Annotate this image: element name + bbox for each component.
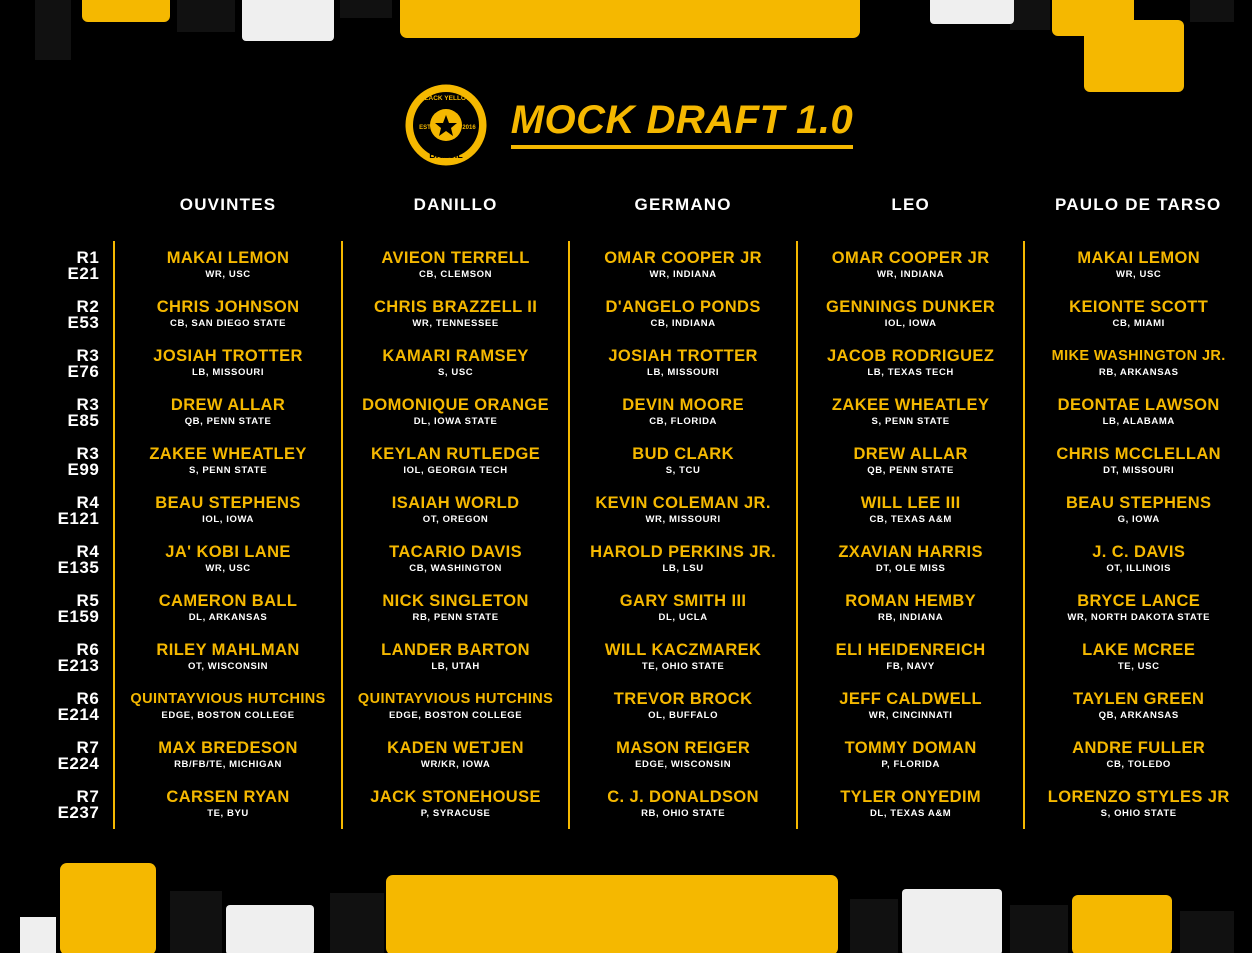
player-name: JACOB RODRIGUEZ <box>826 347 995 365</box>
player-name: OMAR COOPER JR <box>831 249 990 267</box>
player-position-school: CB, CLEMSON <box>419 269 493 280</box>
pick-number: E76 <box>67 361 100 381</box>
player-name: GENNINGS DUNKER <box>826 298 996 316</box>
deco-block <box>1180 911 1234 953</box>
player-name: JEFF CALDWELL <box>839 690 982 708</box>
deco-block <box>177 0 235 32</box>
player-position-school: CB, INDIANA <box>650 318 716 329</box>
player-name: ELI HEIDENREICH <box>835 641 986 659</box>
pick-round: R6 <box>76 639 100 659</box>
deco-block <box>1010 905 1068 953</box>
draft-pick-cell[interactable] <box>114 339 342 388</box>
draft-pick-cell[interactable] <box>114 437 342 486</box>
pick-round: R7 <box>76 737 100 757</box>
player-position-school: DL, IOWA STATE <box>413 416 498 427</box>
draft-pick-cell[interactable] <box>797 290 1025 339</box>
table-row <box>0 682 1252 731</box>
pick-number: E213 <box>57 655 100 675</box>
deco-block <box>242 0 334 41</box>
player-name: QUINTAYVIOUS HUTCHINS <box>357 691 554 707</box>
player-position-school: WR, CINCINNATI <box>868 710 953 721</box>
svg-text:EST: EST <box>418 125 431 131</box>
pick-round: R5 <box>76 590 100 610</box>
draft-pick-cell[interactable] <box>569 731 797 780</box>
player-position-school: FB, NAVY <box>886 661 935 672</box>
column-header-paulo-de-tarso: PAULO DE TARSO <box>1055 195 1222 214</box>
pick-slot <box>0 682 114 731</box>
player-name: KEVIN COLEMAN JR. <box>595 494 771 512</box>
player-name: LANDER BARTON <box>381 641 530 659</box>
pick-slot <box>0 241 114 290</box>
table-row <box>0 290 1252 339</box>
deco-block <box>170 891 222 953</box>
column-header-ouvintes: OUVINTES <box>179 195 277 214</box>
player-position-school: P, FLORIDA <box>881 759 940 770</box>
draft-pick-cell[interactable] <box>797 584 1025 633</box>
draft-pick-cell[interactable] <box>797 241 1025 290</box>
player-name: CHRIS MCCLELLAN <box>1056 445 1221 463</box>
player-name: ZAKEE WHEATLEY <box>831 396 990 414</box>
player-position-school: S, TCU <box>665 465 701 476</box>
player-name: BEAU STEPHENS <box>1065 494 1212 512</box>
player-position-school: DL, ARKANSAS <box>188 612 268 623</box>
logo-icon <box>399 82 493 164</box>
table-row <box>0 388 1252 437</box>
pick-number: E121 <box>57 508 100 528</box>
pick-round: R3 <box>76 394 100 414</box>
draft-pick-cell[interactable] <box>114 633 342 682</box>
draft-pick-cell[interactable] <box>1024 780 1252 829</box>
pick-round: R3 <box>76 345 100 365</box>
draft-pick-cell[interactable] <box>569 241 797 290</box>
deco-block <box>386 875 838 953</box>
draft-pick-cell[interactable] <box>569 633 797 682</box>
player-name: TYLER ONYEDIM <box>840 788 982 806</box>
pick-number: E224 <box>57 753 100 773</box>
player-position-school: OL, BUFFALO <box>648 710 719 721</box>
player-name: MAX BREDESON <box>158 739 298 757</box>
player-name: MAKAI LEMON <box>166 249 290 267</box>
player-name: ZXAVIAN HARRIS <box>838 543 983 561</box>
player-position-school: OT, OREGON <box>422 514 489 525</box>
player-name: WILL KACZMAREK <box>604 641 762 659</box>
player-name: HAROLD PERKINS JR. <box>590 543 777 561</box>
draft-pick-cell[interactable] <box>797 535 1025 584</box>
draft-pick-cell[interactable] <box>569 339 797 388</box>
pick-round: R7 <box>76 786 100 806</box>
draft-pick-cell[interactable] <box>797 633 1025 682</box>
column-header-germano: GERMANO <box>634 195 732 214</box>
draft-pick-cell[interactable] <box>342 584 570 633</box>
table-row <box>0 780 1252 829</box>
draft-pick-cell[interactable] <box>1024 682 1252 731</box>
player-position-school: WR, NORTH DAKOTA STATE <box>1067 612 1211 623</box>
draft-pick-cell[interactable] <box>1024 339 1252 388</box>
pick-slot <box>0 437 114 486</box>
player-name: CAMERON BALL <box>158 592 298 610</box>
pick-slot <box>0 535 114 584</box>
player-position-school: IOL, GEORGIA TECH <box>403 465 508 476</box>
deco-block <box>1010 0 1050 30</box>
pick-slot <box>0 339 114 388</box>
player-position-school: TE, USC <box>1117 661 1160 672</box>
table-row <box>0 241 1252 290</box>
player-position-school: WR, MISSOURI <box>645 514 721 525</box>
player-position-school: DL, UCLA <box>658 612 708 623</box>
player-name: TACARIO DAVIS <box>389 543 523 561</box>
player-name: DOMONIQUE ORANGE <box>362 396 550 414</box>
player-position-school: LB, UTAH <box>431 661 480 672</box>
player-position-school: QB, ARKANSAS <box>1098 710 1179 721</box>
deco-block <box>930 0 1014 24</box>
top-decoration-bar <box>0 0 1252 92</box>
player-position-school: LB, MISSOURI <box>191 367 265 378</box>
svg-text:2016: 2016 <box>462 125 476 131</box>
player-name: DREW ALLAR <box>170 396 286 414</box>
pick-round: R3 <box>76 443 100 463</box>
player-position-school: LB, LSU <box>662 563 704 574</box>
deco-block <box>1190 0 1234 22</box>
player-position-school: DT, OLE MISS <box>875 563 946 574</box>
deco-block <box>82 0 170 22</box>
player-position-school: CB, WASHINGTON <box>409 563 502 574</box>
pick-slot <box>0 290 114 339</box>
player-name: LAKE MCREE <box>1082 641 1196 659</box>
pick-slot <box>0 633 114 682</box>
draft-pick-cell[interactable] <box>569 535 797 584</box>
player-position-school: WR, USC <box>205 563 251 574</box>
player-position-school: CB, TOLEDO <box>1106 759 1171 770</box>
draft-pick-cell[interactable] <box>342 535 570 584</box>
player-position-school: LB, ALABAMA <box>1102 416 1175 427</box>
deco-block <box>400 0 860 38</box>
player-position-school: RB, PENN STATE <box>412 612 499 623</box>
draft-pick-cell[interactable] <box>797 486 1025 535</box>
bottom-decoration-bar <box>0 853 1252 953</box>
page-title: MOCK DRAFT 1.0 <box>511 98 854 149</box>
player-position-school: CB, FLORIDA <box>649 416 718 427</box>
player-name: TOMMY DOMAN <box>844 739 977 757</box>
pick-number: E135 <box>57 557 100 577</box>
player-position-school: WR, INDIANA <box>649 269 717 280</box>
player-name: LORENZO STYLES JR <box>1047 788 1230 806</box>
table-row <box>0 731 1252 780</box>
player-position-school: OT, ILLINOIS <box>1106 563 1172 574</box>
player-name: MIKE WASHINGTON JR. <box>1051 348 1226 364</box>
pick-slot <box>0 780 114 829</box>
player-name: DEVIN MOORE <box>622 396 744 414</box>
player-position-school: TE, OHIO STATE <box>641 661 725 672</box>
draft-pick-cell[interactable] <box>342 731 570 780</box>
draft-pick-cell[interactable] <box>569 486 797 535</box>
player-name: WILL LEE III <box>860 494 961 512</box>
draft-pick-cell[interactable] <box>342 437 570 486</box>
pick-round: R2 <box>76 296 100 316</box>
pick-column-header <box>0 195 114 241</box>
deco-block <box>330 893 384 953</box>
player-position-school: S, PENN STATE <box>871 416 950 427</box>
draft-pick-cell[interactable] <box>342 339 570 388</box>
draft-pick-cell[interactable] <box>114 388 342 437</box>
player-name: D'ANGELO PONDS <box>605 298 761 316</box>
player-position-school: QB, PENN STATE <box>867 465 954 476</box>
player-name: RILEY MAHLMAN <box>156 641 300 659</box>
pick-slot <box>0 731 114 780</box>
pick-round: R4 <box>76 492 100 512</box>
player-position-school: S, OHIO STATE <box>1100 808 1177 819</box>
player-position-school: EDGE, WISCONSIN <box>635 759 732 770</box>
player-name: KADEN WETJEN <box>387 739 524 757</box>
draft-pick-cell[interactable] <box>1024 437 1252 486</box>
draft-pick-cell[interactable] <box>342 780 570 829</box>
draft-pick-cell[interactable] <box>114 584 342 633</box>
player-name: OMAR COOPER JR <box>604 249 762 267</box>
player-position-school: DT, MISSOURI <box>1103 465 1175 476</box>
deco-block <box>902 889 1002 953</box>
pick-number: E85 <box>67 410 100 430</box>
player-name: MASON REIGER <box>616 739 751 757</box>
player-position-school: CB, MIAMI <box>1112 318 1165 329</box>
player-name: ISAIAH WORLD <box>391 494 520 512</box>
pick-number: E21 <box>67 263 100 283</box>
player-name: BRYCE LANCE <box>1077 592 1201 610</box>
draft-pick-cell[interactable] <box>342 486 570 535</box>
player-position-school: CB, SAN DIEGO STATE <box>170 318 287 329</box>
deco-block <box>60 863 156 953</box>
player-name: BUD CLARK <box>632 445 734 463</box>
table-row <box>0 633 1252 682</box>
draft-pick-cell[interactable] <box>1024 241 1252 290</box>
draft-board <box>0 195 1252 829</box>
draft-pick-cell[interactable] <box>797 731 1025 780</box>
player-position-school: RB, OHIO STATE <box>641 808 726 819</box>
svg-text:BRASIL: BRASIL <box>428 150 463 160</box>
player-position-school: RB, ARKANSAS <box>1098 367 1179 378</box>
player-position-school: S, PENN STATE <box>188 465 268 476</box>
player-name: AVIEON TERRELL <box>381 249 530 267</box>
draft-pick-cell[interactable] <box>1024 535 1252 584</box>
player-position-school: WR/KR, IOWA <box>420 759 491 770</box>
draft-pick-cell[interactable] <box>1024 388 1252 437</box>
player-name: JOSIAH TROTTER <box>153 347 303 365</box>
player-name: QUINTAYVIOUS HUTCHINS <box>130 691 326 707</box>
player-name: JACK STONEHOUSE <box>370 788 541 806</box>
player-position-school: RB/FB/TE, MICHIGAN <box>174 759 282 770</box>
draft-pick-cell[interactable] <box>342 388 570 437</box>
table-row <box>0 535 1252 584</box>
pick-number: E99 <box>67 459 100 479</box>
pick-number: E53 <box>67 312 100 332</box>
column-header-leo: LEO <box>891 195 930 214</box>
player-position-school: RB, INDIANA <box>878 612 944 623</box>
pick-slot <box>0 486 114 535</box>
draft-pick-cell[interactable] <box>797 339 1025 388</box>
table-row <box>0 437 1252 486</box>
player-name: MAKAI LEMON <box>1077 249 1201 267</box>
draft-pick-cell[interactable] <box>114 731 342 780</box>
player-name: ROMAN HEMBY <box>845 592 977 610</box>
player-position-school: LB, TEXAS TECH <box>867 367 954 378</box>
player-position-school: EDGE, BOSTON COLLEGE <box>161 710 295 721</box>
draft-pick-cell[interactable] <box>797 437 1025 486</box>
draft-pick-cell[interactable] <box>569 780 797 829</box>
draft-pick-cell[interactable] <box>1024 486 1252 535</box>
player-name: NICK SINGLETON <box>382 592 529 610</box>
player-name: CARSEN RYAN <box>166 788 290 806</box>
deco-block <box>1072 895 1172 953</box>
draft-pick-cell[interactable] <box>342 682 570 731</box>
player-position-school: IOL, IOWA <box>884 318 937 329</box>
draft-pick-cell[interactable] <box>569 388 797 437</box>
draft-pick-cell[interactable] <box>114 780 342 829</box>
player-position-school: WR, INDIANA <box>876 269 945 280</box>
player-name: C. J. DONALDSON <box>607 788 759 806</box>
player-name: ZAKEE WHEATLEY <box>149 445 307 463</box>
pick-number: E159 <box>57 606 100 626</box>
deco-block <box>850 899 898 953</box>
player-position-school: IOL, IOWA <box>202 514 254 525</box>
draft-pick-cell[interactable] <box>342 290 570 339</box>
draft-pick-cell[interactable] <box>342 241 570 290</box>
player-position-school: WR, USC <box>1116 269 1162 280</box>
draft-pick-cell[interactable] <box>342 633 570 682</box>
draft-pick-cell[interactable] <box>1024 290 1252 339</box>
table-row <box>0 584 1252 633</box>
draft-pick-cell[interactable] <box>569 437 797 486</box>
pick-round: R4 <box>76 541 100 561</box>
player-name: CHRIS JOHNSON <box>156 298 300 316</box>
draft-pick-cell[interactable] <box>114 290 342 339</box>
player-name: KEIONTE SCOTT <box>1069 298 1209 316</box>
player-position-school: QB, PENN STATE <box>184 416 272 427</box>
draft-pick-cell[interactable] <box>1024 584 1252 633</box>
draft-pick-cell[interactable] <box>797 388 1025 437</box>
player-position-school: EDGE, BOSTON COLLEGE <box>388 710 523 721</box>
header <box>0 82 1252 164</box>
pick-slot <box>0 388 114 437</box>
pick-round: R6 <box>76 688 100 708</box>
player-name: BEAU STEPHENS <box>155 494 301 512</box>
pick-slot <box>0 584 114 633</box>
player-name: CHRIS BRAZZELL II <box>373 298 538 316</box>
draft-pick-cell[interactable] <box>114 241 342 290</box>
draft-pick-cell[interactable] <box>569 584 797 633</box>
player-position-school: TE, BYU <box>207 808 249 819</box>
player-position-school: OT, WISCONSIN <box>187 661 269 672</box>
player-name: J. C. DAVIS <box>1092 543 1186 561</box>
draft-pick-cell[interactable] <box>1024 633 1252 682</box>
player-position-school: G, IOWA <box>1117 514 1160 525</box>
player-position-school: WR, TENNESSEE <box>412 318 499 329</box>
table-row <box>0 486 1252 535</box>
svg-text:BLACK YELLOW: BLACK YELLOW <box>419 95 472 102</box>
player-name: ANDRE FULLER <box>1072 739 1206 757</box>
player-position-school: DL, TEXAS A&M <box>869 808 952 819</box>
player-name: TAYLEN GREEN <box>1073 690 1205 708</box>
draft-pick-cell[interactable] <box>569 682 797 731</box>
player-name: DREW ALLAR <box>853 445 968 463</box>
draft-pick-cell[interactable] <box>569 290 797 339</box>
player-name: TREVOR BROCK <box>613 690 753 708</box>
player-name: JA' KOBI LANE <box>165 543 291 561</box>
table-header-row <box>0 195 1252 241</box>
player-position-school: LB, MISSOURI <box>647 367 720 378</box>
player-name: KEYLAN RUTLEDGE <box>370 445 541 463</box>
player-position-school: WR, USC <box>205 269 251 280</box>
draft-pick-cell[interactable] <box>1024 731 1252 780</box>
deco-block <box>226 905 314 953</box>
deco-block <box>340 0 392 18</box>
player-name: DEONTAE LAWSON <box>1057 396 1220 414</box>
draft-pick-cell[interactable] <box>797 780 1025 829</box>
player-name: KAMARI RAMSEY <box>382 347 529 365</box>
deco-block <box>20 917 56 953</box>
draft-pick-cell[interactable] <box>114 486 342 535</box>
player-name: JOSIAH TROTTER <box>608 347 758 365</box>
pick-number: E237 <box>57 802 100 822</box>
column-header-danillo: DANILLO <box>413 195 498 214</box>
player-position-school: CB, TEXAS A&M <box>869 514 952 525</box>
player-name: GARY SMITH III <box>619 592 747 610</box>
draft-pick-cell[interactable] <box>114 682 342 731</box>
table-row <box>0 339 1252 388</box>
player-position-school: P, SYRACUSE <box>420 808 491 819</box>
pick-number: E214 <box>57 704 100 724</box>
pick-round: R1 <box>76 247 100 267</box>
draft-table <box>0 195 1252 829</box>
draft-pick-cell[interactable] <box>797 682 1025 731</box>
player-position-school: S, USC <box>437 367 474 378</box>
deco-block <box>35 0 71 60</box>
draft-pick-cell[interactable] <box>114 535 342 584</box>
